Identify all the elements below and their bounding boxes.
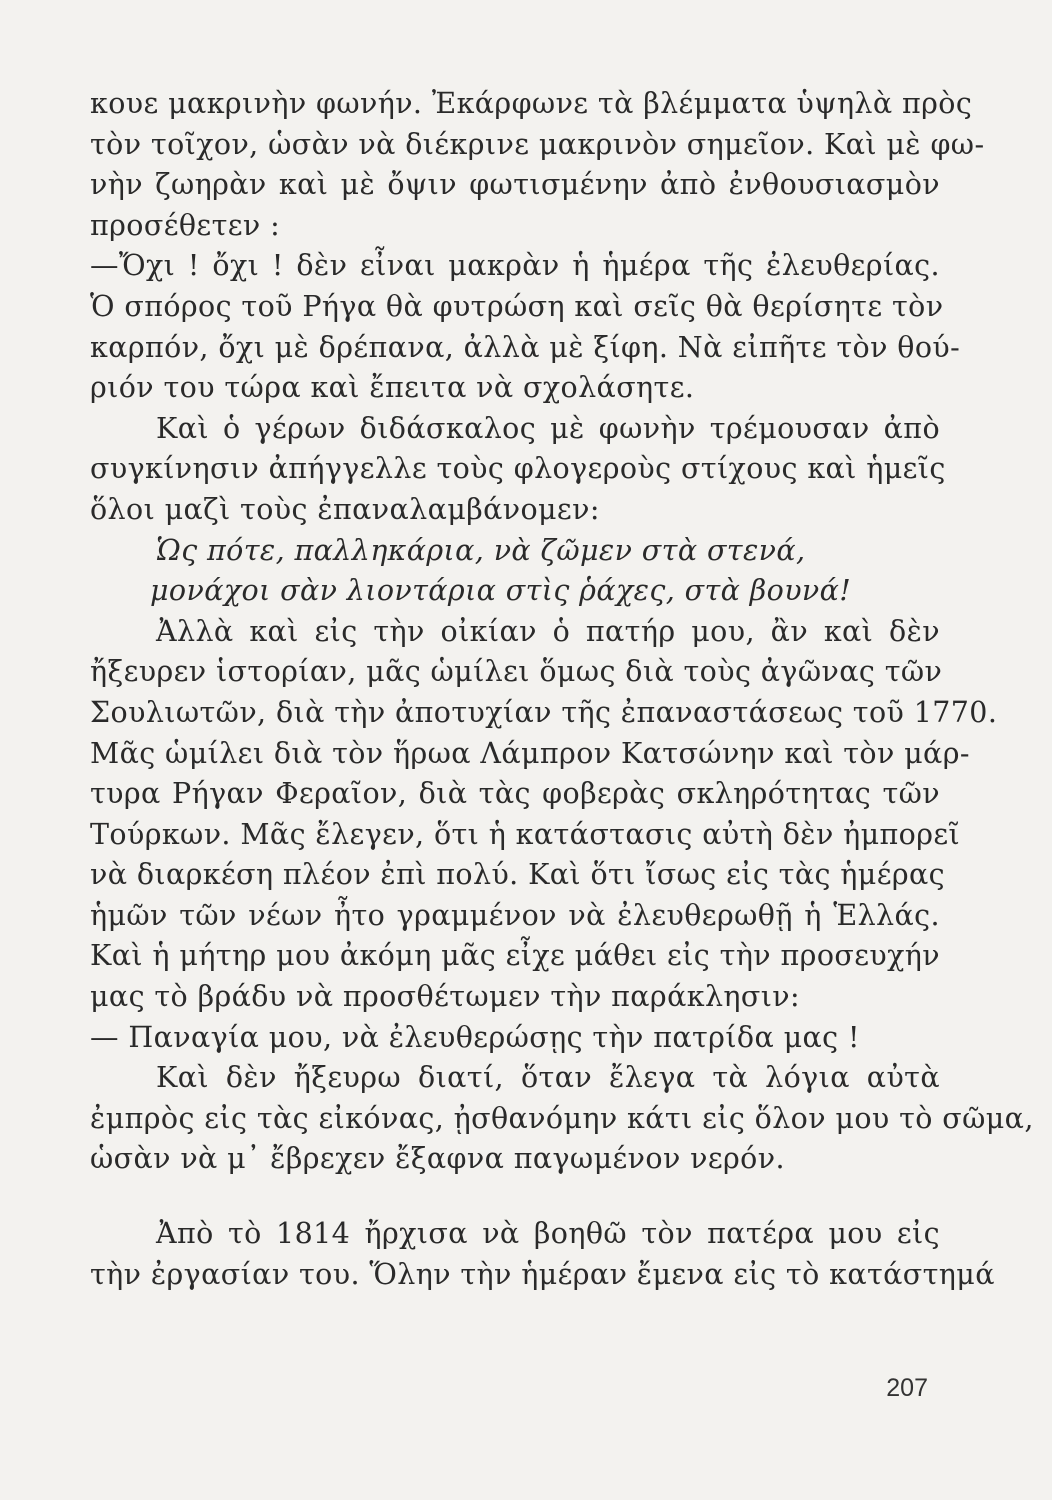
text-line: τυρα Ρήγαν Φεραῖον, διὰ τὰς φοβερὰς σκληρότητας τῶν bbox=[90, 777, 940, 811]
text-line: τὸν τοῖχον, ὡσὰν νὰ διέκρινε μακρινὸν σημεῖον. Καὶ μὲ φω- bbox=[90, 127, 985, 161]
text-line: προσέθετεν : bbox=[90, 208, 281, 242]
text-line: νὴν ζωηρὰν καὶ μὲ ὄψιν φωτισμένην ἀπὸ ἐνθουσιασμὸν bbox=[90, 168, 940, 202]
text-line: τὴν ἐργασίαν του. Ὅλην τὴν ἡμέραν ἔμενα εἰς τὸ κατάστημά bbox=[90, 1257, 995, 1291]
poem-line: μονάχοι σὰν λιοντάρια στὶς ῥάχες, στὰ βουνά! bbox=[150, 574, 852, 608]
text-line: ἤξευρεν ἱστορίαν, μᾶς ὡμίλει ὅμως διὰ τοὺς ἀγῶνας τῶν bbox=[90, 655, 943, 689]
text-line: — Παναγία μου, νὰ ἐλευθερώσῃς τὴν πατρίδα μας ! bbox=[90, 1020, 860, 1054]
text-line: μας τὸ βράδυ νὰ προσθέτωμεν τὴν παράκλησιν: bbox=[90, 980, 801, 1014]
text-line: Τούρκων. Μᾶς ἔλεγεν, ὅτι ἡ κατάστασις αὐτὴ δὲν ἠμπορεῖ bbox=[90, 817, 961, 851]
text-line: ἐμπρὸς εἰς τὰς εἰκόνας, ᾐσθανόμην κάτι εἰς ὅλον μου τὸ σῶμα, bbox=[90, 1101, 1034, 1135]
text-line: Σουλιωτῶν, διὰ τὴν ἀποτυχίαν τῆς ἐπαναστάσεως τοῦ 1770. bbox=[90, 695, 998, 729]
text-line: νὰ διαρκέση πλέον ἐπὶ πολύ. Καὶ ὅτι ἴσως εἰς τὰς ἡμέρας bbox=[90, 858, 946, 892]
text-line: κουε μακρινὴν φωνήν. Ἐκάρφωνε τὰ βλέμματα ὑψηλὰ πρὸς bbox=[90, 87, 973, 120]
text-line: Μᾶς ὡμίλει διὰ τὸν ἥρωα Λάμπρον Κατσώνην καὶ τὸν μάρ- bbox=[90, 736, 970, 770]
text-line: καρπόν, ὄχι μὲ δρέπανα, ἀλλὰ μὲ ξίφη. Νὰ εἰπῆτε τὸν θού- bbox=[90, 330, 961, 364]
text-line: —Ὄχι ! ὄχι ! δὲν εἶναι μακρὰν ἡ ἡμέρα τῆς ἐλευθερίας. bbox=[90, 249, 940, 283]
poem-line: Ὡς πότε, παλληκάρια, νὰ ζῶμεν στὰ στενά, bbox=[156, 533, 806, 567]
text-line: Καὶ ἡ μήτηρ μου ἀκόμη μᾶς εἶχε μάθει εἰς τὴν προσευχήν bbox=[90, 939, 940, 973]
text-line: Καὶ δὲν ἤξευρω διατί, ὅταν ἔλεγα τὰ λόγια αὐτὰ bbox=[156, 1061, 940, 1095]
body-text bbox=[90, 84, 1034, 1295]
text-line: Ἀλλὰ καὶ εἰς τὴν οἰκίαν ὁ πατήρ μου, ἂν καὶ δὲν bbox=[156, 614, 940, 648]
text-line: ριόν του τώρα καὶ ἔπειτα νὰ σχολάσητε. bbox=[90, 371, 695, 405]
text-line: Καὶ ὁ γέρων διδάσκαλος μὲ φωνὴν τρέμουσαν ἀπὸ bbox=[156, 411, 940, 445]
text-line: ὡσὰν νὰ μ᾽ ἔβρεχεν ἔξαφνα παγωμένον νερόν. bbox=[90, 1142, 785, 1176]
text-line: ἡμῶν τῶν νέων ἦτο γραμμένον νὰ ἐλευθερωθῇ ἡ Ἑλλάς. bbox=[90, 898, 940, 932]
text-line: Ἀπὸ τὸ 1814 ἤρχισα νὰ βοηθῶ τὸν πατέρα μου εἰς bbox=[156, 1217, 940, 1251]
text-line: συγκίνησιν ἀπήγγελλε τοὺς φλογεροὺς στίχους καὶ ἡμεῖς bbox=[90, 452, 946, 486]
text-line: ὅλοι μαζὶ τοὺς ἐπαναλαμβάνομεν: bbox=[90, 492, 600, 526]
page-number: 207 bbox=[886, 1374, 928, 1402]
text-line: Ὁ σπόρος τοῦ Ρήγα θὰ φυτρώση καὶ σεῖς θὰ θερίσητε τὸν bbox=[90, 289, 944, 323]
paragraph-gap bbox=[90, 1180, 940, 1214]
